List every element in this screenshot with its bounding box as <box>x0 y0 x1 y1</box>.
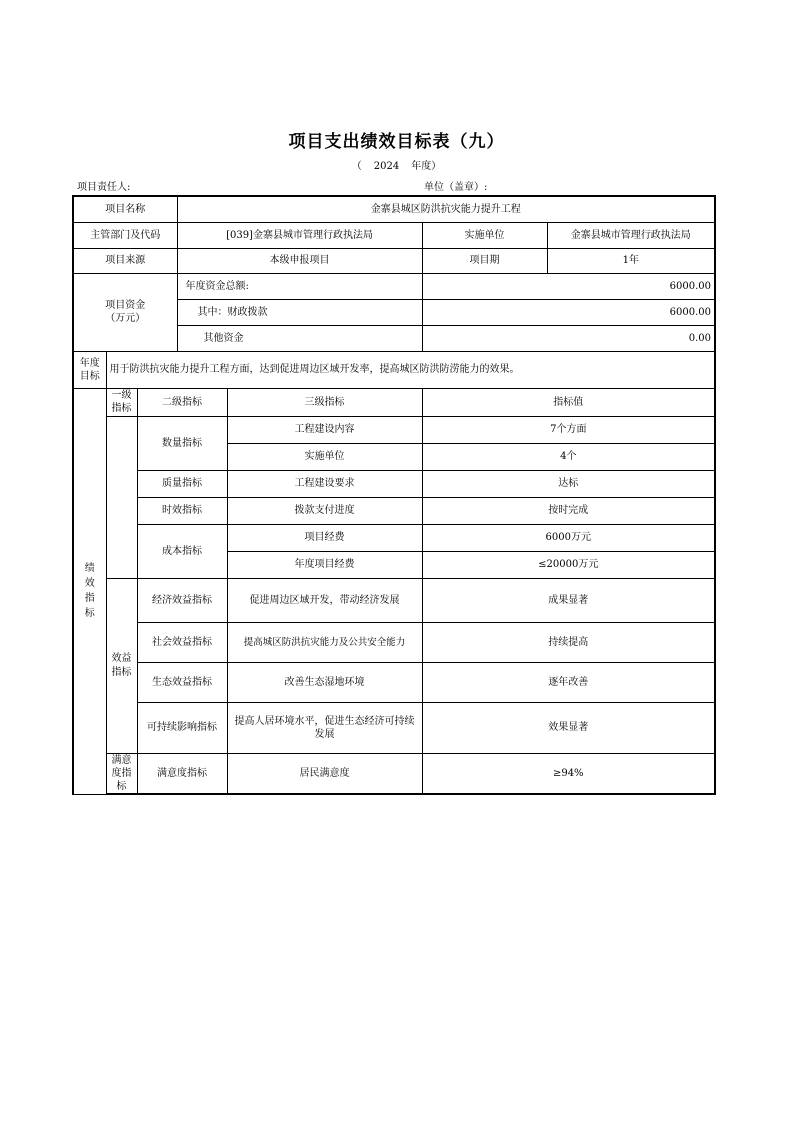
output-level3-cell: 工程建设要求 <box>227 470 422 497</box>
benefit-value-cell: 效果显著 <box>422 702 715 753</box>
project-name-label: 项目名称 <box>73 196 177 222</box>
funds-label-line2: （万元） <box>105 313 146 324</box>
output-level3-cell: 项目经费 <box>227 524 422 551</box>
performance-table <box>72 195 716 795</box>
indicator-row <box>73 622 715 662</box>
output-value-cell: 6000万元 <box>422 524 715 551</box>
indicator-row <box>73 662 715 702</box>
dept-label: 主管部门及代码 <box>73 222 177 248</box>
indicator-row <box>73 524 715 551</box>
output-level1-empty <box>106 416 137 578</box>
head-level2: 二级指标 <box>137 388 227 416</box>
output-level2-cell: 数量指标 <box>137 416 227 470</box>
benefit-value-cell: 持续提高 <box>422 622 715 662</box>
benefit-level3-cell: 提高人居环境水平，促进生态经济可持续发展 <box>227 702 422 753</box>
dept-value: [039]金寨县城市管理行政执法局 <box>177 222 422 248</box>
source-value: 本级申报项目 <box>177 248 422 273</box>
output-level2-cell: 质量指标 <box>137 470 227 497</box>
indicator-section-label <box>73 388 106 794</box>
indicator-row <box>73 470 715 497</box>
head-level3: 三级指标 <box>227 388 422 416</box>
indicator-row <box>73 702 715 753</box>
output-value-cell: 按时完成 <box>422 497 715 524</box>
page-title: 项目支出绩效目标表（九） <box>288 132 505 152</box>
row-funds-total <box>73 273 715 299</box>
subtitle-suffix: 年度） <box>411 161 442 172</box>
output-level2-cell: 成本指标 <box>137 524 227 578</box>
benefit-level3-cell: 促进周边区域开发，带动经济发展 <box>227 578 422 622</box>
benefit-level2-cell: 可持续影响指标 <box>137 702 227 753</box>
row-project-name <box>73 196 715 222</box>
row-source <box>73 248 715 273</box>
benefit-level2-cell: 经济效益指标 <box>137 578 227 622</box>
period-label: 项目期 <box>422 248 547 273</box>
subtitle-open: （ <box>351 161 362 172</box>
output-value-cell: ≤20000万元 <box>422 551 715 578</box>
unit-seal-label: 单位（盖章）: <box>424 182 488 193</box>
indicator-row <box>73 497 715 524</box>
goal-label-line1: 年度 <box>79 357 100 369</box>
output-level3-cell: 工程建设内容 <box>227 416 422 443</box>
goal-text: 用于防洪抗灾能力提升工程方面，达到促进周边区域开发率，提高城区防洪防涝能力的效果。 <box>106 351 715 388</box>
benefit-value-cell: 成果显著 <box>422 578 715 622</box>
year-subtitle <box>0 157 793 172</box>
project-name-value: 金寨县城区防洪抗灾能力提升工程 <box>177 196 715 222</box>
benefit-level3-cell: 提高城区防洪抗灾能力及公共安全能力 <box>227 622 422 662</box>
goal-label-line2: 目标 <box>79 370 100 382</box>
indicator-row <box>73 753 715 794</box>
indicator-row <box>73 416 715 443</box>
satisfaction-level3-cell: 居民满意度 <box>227 753 422 794</box>
funds-fiscal-value: 6000.00 <box>422 299 715 325</box>
funds-label <box>73 273 177 351</box>
output-value-cell: 4个 <box>422 443 715 470</box>
satisfaction-level2-cell: 满意度指标 <box>137 753 227 794</box>
output-value-cell: 达标 <box>422 470 715 497</box>
funds-total-label: 年度资金总额: <box>177 273 422 299</box>
indicator-row <box>73 578 715 622</box>
satisfaction-level1 <box>106 753 137 794</box>
benefit-level1 <box>106 578 137 753</box>
output-level2-cell: 时效指标 <box>137 497 227 524</box>
output-value-cell: 7个方面 <box>422 416 715 443</box>
benefit-level3-cell: 改善生态湿地环境 <box>227 662 422 702</box>
benefit-level2-cell: 生态效益指标 <box>137 662 227 702</box>
funds-fiscal-label: 其中：财政拨款 <box>177 299 422 325</box>
row-annual-goal <box>73 351 715 388</box>
period-value: 1年 <box>547 248 715 273</box>
output-level3-cell: 拨款支付进度 <box>227 497 422 524</box>
satisfaction-value-cell: ≥94% <box>422 753 715 794</box>
subtitle-year: 2024 <box>373 161 400 172</box>
funds-label-line1: 项目资金 <box>105 300 146 311</box>
funds-total-value: 6000.00 <box>422 273 715 299</box>
indicator-section-text: 绩效指标 <box>84 563 95 619</box>
output-level3-cell: 实施单位 <box>227 443 422 470</box>
row-department <box>73 222 715 248</box>
benefit-level2-cell: 社会效益指标 <box>137 622 227 662</box>
responsible-label: 项目责任人: <box>77 182 131 193</box>
source-label: 项目来源 <box>73 248 177 273</box>
benefit-value-cell: 逐年改善 <box>422 662 715 702</box>
head-level1 <box>106 388 137 416</box>
head-level1-text: 一级指标 <box>111 390 132 414</box>
row-indicator-head <box>73 388 715 416</box>
impl-unit-value: 金寨县城市管理行政执法局 <box>547 222 715 248</box>
output-level3-cell: 年度项目经费 <box>227 551 422 578</box>
funds-other-label: 其他资金 <box>177 325 422 351</box>
benefit-level1-text: 效益指标 <box>111 652 132 678</box>
satisfaction-level1-text: 满意度指标 <box>111 754 132 792</box>
head-value: 指标值 <box>422 388 715 416</box>
impl-unit-label: 实施单位 <box>422 222 547 248</box>
funds-other-value: 0.00 <box>422 325 715 351</box>
goal-label <box>73 351 106 388</box>
